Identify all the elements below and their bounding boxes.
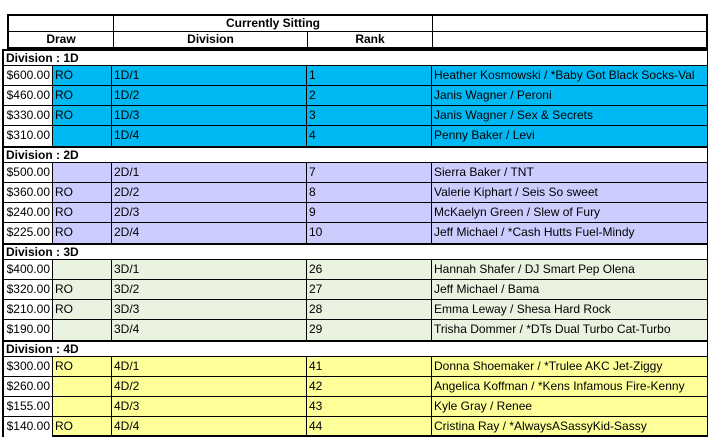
rollover-cell [53,320,112,340]
rider-horse-cell: Cristina Ray / *AlwaysASassyKid-Sassy [432,417,708,437]
division-place-cell: 2D/4 [112,223,307,243]
division-section-label: Division : 1D [2,49,708,66]
payout-cell: $140.00 [2,417,53,437]
payout-cell: $260.00 [2,377,53,397]
rider-horse-cell: Janis Wagner / Peroni [432,86,708,106]
division-place-cell: 1D/1 [112,66,307,86]
division-section-rows [2,357,710,437]
payout-cell: $190.00 [2,320,53,340]
rank-cell: 28 [307,300,432,320]
header-blank-cell [432,16,706,31]
division-place-cell: 3D/3 [112,300,307,320]
payout-cell: $500.00 [2,163,53,183]
rider-horse-cell: Jeff Michael / *Cash Hutts Fuel-Mindy [432,223,708,243]
payout-cell: $310.00 [2,126,53,146]
rank-cell: 41 [307,357,432,377]
table-header [7,14,708,49]
rollover-cell: RO [53,203,112,223]
division-place-cell: 2D/3 [112,203,307,223]
table-row [2,260,708,280]
table-row [2,397,708,417]
rider-horse-cell: Emma Leway / Shesa Hard Rock [432,300,708,320]
rider-horse-cell: Kyle Gray / Renee [432,397,708,417]
division-section-label: Division : 3D [2,243,708,260]
rank-column-header: Rank [307,32,432,47]
rider-horse-cell: Angelica Koffman / *Kens Infamous Fire-Kenny [432,377,708,397]
header-blank-cell [432,32,706,47]
table-row [2,106,708,126]
division-section [2,340,710,437]
rollover-cell: RO [53,66,112,86]
rollover-cell: RO [53,183,112,203]
payout-cell: $330.00 [2,106,53,126]
rollover-cell: RO [53,280,112,300]
rider-horse-cell: Donna Shoemaker / *Trulee AKC Jet-Ziggy [432,357,708,377]
rank-cell: 9 [307,203,432,223]
rollover-cell [53,260,112,280]
table-row [2,163,708,183]
header-blank-cell [9,16,113,31]
division-place-cell: 3D/4 [112,320,307,340]
rider-horse-cell: Jeff Michael / Bama [432,280,708,300]
rollover-cell [53,377,112,397]
payout-cell: $400.00 [2,260,53,280]
rank-cell: 27 [307,280,432,300]
rider-horse-cell: Sierra Baker / TNT [432,163,708,183]
payout-cell: $460.00 [2,86,53,106]
rider-horse-cell: Penny Baker / Levi [432,126,708,146]
header-row-columns [9,32,706,47]
rank-cell: 7 [307,163,432,183]
rider-horse-cell: Hannah Shafer / DJ Smart Pep Olena [432,260,708,280]
division-section [2,49,710,146]
table-row [2,66,708,86]
table-row [2,280,708,300]
division-column-header: Division [113,32,307,47]
division-place-cell: 4D/1 [112,357,307,377]
division-place-cell: 4D/2 [112,377,307,397]
draw-column-header: Draw [46,32,76,46]
rank-cell: 29 [307,320,432,340]
table-row [2,203,708,223]
table-row [2,377,708,397]
division-section [2,243,710,340]
rollover-cell [53,397,112,417]
division-section-rows [2,66,710,146]
table-row [2,320,708,340]
division-place-cell: 1D/4 [112,126,307,146]
rank-cell: 43 [307,397,432,417]
rank-cell: 10 [307,223,432,243]
rank-cell: 3 [307,106,432,126]
division-place-cell: 4D/4 [112,417,307,437]
division-section-label: Division : 2D [2,146,708,163]
rank-cell: 26 [307,260,432,280]
division-place-cell: 2D/2 [112,183,307,203]
payout-cell: $210.00 [2,300,53,320]
division-section-label: Division : 4D [2,340,708,357]
rollover-cell: RO [53,223,112,243]
table-row [2,126,708,146]
division-place-cell: 1D/3 [112,106,307,126]
rider-horse-cell: Heather Kosmowski / *Baby Got Black Socks-Val [432,66,708,86]
rollover-cell [53,163,112,183]
division-place-cell: 4D/3 [112,397,307,417]
division-place-cell: 3D/1 [112,260,307,280]
table-row [2,417,708,437]
currently-sitting-header: Currently Sitting [113,16,432,31]
payout-cell: $155.00 [2,397,53,417]
rank-cell: 8 [307,183,432,203]
payout-cell: $225.00 [2,223,53,243]
division-place-cell: 2D/1 [112,163,307,183]
table-row [2,183,708,203]
rider-horse-cell: McKaelyn Green / Slew of Fury [432,203,708,223]
rank-cell: 1 [307,66,432,86]
rider-horse-cell: Janis Wagner / Sex & Secrets [432,106,708,126]
payout-cell: $320.00 [2,280,53,300]
division-section-rows [2,163,710,243]
header-row-top [9,16,706,32]
table-body [2,49,710,437]
rank-cell: 42 [307,377,432,397]
division-section [2,146,710,243]
payout-cell: $600.00 [2,66,53,86]
table-row [2,86,708,106]
rollover-cell: RO [53,106,112,126]
rider-horse-cell: Trisha Dommer / *DTs Dual Turbo Cat-Turbo [432,320,708,340]
rank-cell: 4 [307,126,432,146]
payout-cell: $360.00 [2,183,53,203]
rank-cell: 44 [307,417,432,437]
rider-horse-cell: Valerie Kiphart / Seis So sweet [432,183,708,203]
payout-cell: $300.00 [2,357,53,377]
payout-cell: $240.00 [2,203,53,223]
division-section-rows [2,260,710,340]
rollover-cell: RO [53,417,112,437]
rank-cell: 2 [307,86,432,106]
table-row [2,223,708,243]
rollover-cell: RO [53,357,112,377]
division-place-cell: 3D/2 [112,280,307,300]
rollover-cell: RO [53,300,112,320]
table-row [2,357,708,377]
rollover-cell: RO [53,86,112,106]
rollover-cell [53,126,112,146]
table-row [2,300,708,320]
division-place-cell: 1D/2 [112,86,307,106]
